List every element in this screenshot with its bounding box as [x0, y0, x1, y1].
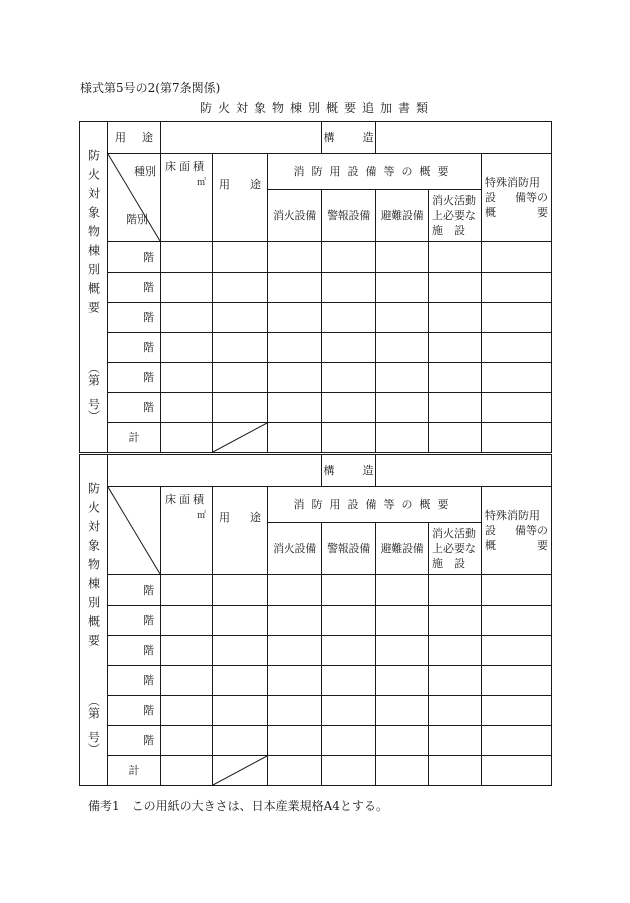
table-row	[80, 606, 552, 636]
table-row	[80, 696, 552, 726]
special-equipment-field[interactable]	[482, 756, 552, 786]
diagonal-line	[213, 423, 267, 452]
floor-area-field[interactable]	[161, 363, 213, 393]
firefighting-facilities-field[interactable]	[429, 242, 482, 273]
special-equipment-header: 特殊消防用 設 備等の 概 要	[482, 154, 552, 242]
fire-extinguishing-field[interactable]	[268, 726, 322, 756]
floor-cell[interactable]: 階	[108, 242, 161, 273]
fire-extinguishing-field[interactable]	[268, 575, 322, 606]
evacuation-field[interactable]	[376, 393, 429, 423]
area-unit: ㎡	[197, 511, 207, 521]
floor-cell[interactable]: 階	[108, 393, 161, 423]
special-equipment-field[interactable]	[482, 606, 552, 636]
special-equipment-field[interactable]	[482, 333, 552, 363]
structure-label: 構 造	[322, 455, 376, 487]
floor-cell[interactable]: 階	[108, 363, 161, 393]
alarm-field[interactable]	[322, 696, 376, 726]
usage-field[interactable]	[213, 303, 268, 333]
evacuation-header: 避難設備	[376, 190, 429, 242]
floor-cell[interactable]: 階	[108, 696, 161, 726]
firefighting-facilities-field[interactable]	[429, 606, 482, 636]
total-usage-struck-cell	[213, 423, 268, 453]
floor-area-label: 床面積	[165, 160, 207, 173]
usage-field[interactable]	[213, 726, 268, 756]
firefighting-facilities-field[interactable]	[429, 333, 482, 363]
floor-area-field[interactable]	[161, 726, 213, 756]
table-row	[80, 242, 552, 273]
fire-extinguishing-field[interactable]	[268, 242, 322, 273]
floor-cell[interactable]: 階	[108, 666, 161, 696]
firefighting-facilities-field[interactable]	[429, 423, 482, 453]
equipment-overview-header: 消防用設備等の概要	[268, 487, 482, 523]
floor-area-field[interactable]	[161, 333, 213, 363]
alarm-field[interactable]	[322, 333, 376, 363]
floor-cell[interactable]: 階	[108, 273, 161, 303]
usage-column-header: 用 途	[213, 487, 268, 575]
fire-extinguishing-header: 消火設備	[268, 190, 322, 242]
firefighting-facilities-field[interactable]	[429, 393, 482, 423]
building-overview-table-1	[79, 121, 552, 453]
table-row	[80, 303, 552, 333]
fire-extinguishing-field[interactable]	[268, 636, 322, 666]
usage-column-header: 用 途	[213, 154, 268, 242]
fire-extinguishing-field[interactable]	[268, 606, 322, 636]
fire-extinguishing-field[interactable]	[268, 363, 322, 393]
evacuation-field[interactable]	[376, 363, 429, 393]
firefighting-facilities-field[interactable]	[429, 273, 482, 303]
usage-value-field[interactable]	[108, 455, 322, 487]
special-equipment-field[interactable]	[482, 636, 552, 666]
structure-label: 構 造	[322, 122, 376, 154]
kind-floor-header	[108, 487, 161, 575]
special-equipment-header: 特殊消防用 設 備等の 概 要	[482, 487, 552, 575]
table-row	[80, 273, 552, 303]
floor-cell[interactable]: 階	[108, 636, 161, 666]
side-label: 防火対象物棟別概要	[86, 481, 101, 653]
evacuation-field[interactable]	[376, 575, 429, 606]
table-row	[80, 636, 552, 666]
diagonal-line	[108, 487, 160, 574]
firefighting-facilities-field[interactable]	[429, 363, 482, 393]
table-row	[80, 575, 552, 606]
fire-extinguishing-field[interactable]	[268, 273, 322, 303]
firefighting-facilities-field[interactable]	[429, 696, 482, 726]
total-label: 計	[108, 423, 161, 453]
total-floor-area-field[interactable]	[161, 423, 213, 453]
special-equipment-field[interactable]	[482, 273, 552, 303]
floor-cell[interactable]: 階	[108, 333, 161, 363]
floor-area-label: 床面積	[165, 493, 207, 506]
alarm-field[interactable]	[322, 303, 376, 333]
firefighting-facilities-field[interactable]	[429, 666, 482, 696]
floor-cell[interactable]: 階	[108, 303, 161, 333]
table-row	[80, 393, 552, 423]
fire-extinguishing-field[interactable]	[268, 333, 322, 363]
evacuation-field[interactable]	[376, 606, 429, 636]
alarm-field[interactable]	[322, 666, 376, 696]
usage-field[interactable]	[213, 606, 268, 636]
alarm-header: 警報設備	[322, 523, 376, 575]
firefighting-facilities-header: 消火活動 上必要な 施 設	[429, 523, 482, 575]
table-row	[80, 333, 552, 363]
kind-label: 種別	[134, 165, 156, 178]
special-equipment-field[interactable]	[482, 726, 552, 756]
floor-cell[interactable]: 階	[108, 575, 161, 606]
alarm-field[interactable]	[322, 756, 376, 786]
evacuation-field[interactable]	[376, 423, 429, 453]
fire-extinguishing-field[interactable]	[268, 666, 322, 696]
usage-label: 用 途	[108, 122, 161, 154]
firefighting-facilities-field[interactable]	[429, 575, 482, 606]
fire-extinguishing-header: 消火設備	[268, 523, 322, 575]
usage-field[interactable]	[213, 575, 268, 606]
special-equipment-field[interactable]	[482, 363, 552, 393]
alarm-field[interactable]	[322, 423, 376, 453]
fire-extinguishing-field[interactable]	[268, 696, 322, 726]
special-equipment-field[interactable]	[482, 393, 552, 423]
total-label: 計	[108, 756, 161, 786]
usage-field[interactable]	[213, 363, 268, 393]
usage-field[interactable]	[213, 696, 268, 726]
table-row	[80, 363, 552, 393]
usage-field[interactable]	[213, 393, 268, 423]
side-number: （第 号）	[86, 694, 101, 755]
fire-extinguishing-field[interactable]	[268, 393, 322, 423]
floor-area-field[interactable]	[161, 575, 213, 606]
side-label-cell	[80, 122, 108, 453]
evacuation-field[interactable]	[376, 666, 429, 696]
document-title: 防火対象物棟別概要追加書類	[200, 101, 435, 115]
table-row	[80, 726, 552, 756]
floor-area-field[interactable]	[161, 666, 213, 696]
total-row	[80, 756, 552, 786]
floor-area-field[interactable]	[161, 636, 213, 666]
firefighting-facilities-field[interactable]	[429, 726, 482, 756]
alarm-field[interactable]	[322, 273, 376, 303]
equipment-overview-header: 消防用設備等の概要	[268, 154, 482, 190]
firefighting-facilities-header: 消火活動 上必要な 施 設	[429, 190, 482, 242]
special-equipment-field[interactable]	[482, 575, 552, 606]
floor-division-label: 階別	[126, 213, 148, 226]
floor-area-field[interactable]	[161, 393, 213, 423]
total-usage-struck-cell	[213, 756, 268, 786]
structure-value-field[interactable]	[376, 122, 552, 154]
diagonal-line	[213, 756, 267, 785]
special-equipment-field[interactable]	[482, 696, 552, 726]
fire-extinguishing-field[interactable]	[268, 423, 322, 453]
usage-field[interactable]	[213, 242, 268, 273]
usage-field[interactable]	[213, 666, 268, 696]
usage-field[interactable]	[213, 273, 268, 303]
alarm-field[interactable]	[322, 636, 376, 666]
remarks-note: 備考1 この用紙の大きさは、日本産業規格A4とする。	[88, 799, 388, 813]
evacuation-field[interactable]	[376, 726, 429, 756]
floor-area-header	[161, 487, 213, 575]
firefighting-facilities-field[interactable]	[429, 756, 482, 786]
special-equipment-field[interactable]	[482, 242, 552, 273]
side-label-cell	[80, 455, 108, 786]
alarm-field[interactable]	[322, 242, 376, 273]
firefighting-facilities-field[interactable]	[429, 636, 482, 666]
side-label: 防火対象物棟別概要	[86, 148, 101, 320]
floor-area-field[interactable]	[161, 606, 213, 636]
floor-area-field[interactable]	[161, 242, 213, 273]
evacuation-field[interactable]	[376, 273, 429, 303]
evacuation-field[interactable]	[376, 756, 429, 786]
special-equipment-field[interactable]	[482, 666, 552, 696]
alarm-field[interactable]	[322, 393, 376, 423]
alarm-field[interactable]	[322, 363, 376, 393]
floor-cell[interactable]: 階	[108, 606, 161, 636]
alarm-field[interactable]	[322, 606, 376, 636]
evacuation-field[interactable]	[376, 333, 429, 363]
usage-value-field[interactable]	[161, 122, 322, 154]
kind-floor-header	[108, 154, 161, 242]
usage-field[interactable]	[213, 333, 268, 363]
evacuation-field[interactable]	[376, 303, 429, 333]
evacuation-field[interactable]	[376, 696, 429, 726]
structure-value-field[interactable]	[376, 455, 552, 487]
evacuation-field[interactable]	[376, 242, 429, 273]
building-overview-table-2	[79, 454, 552, 786]
usage-field[interactable]	[213, 636, 268, 666]
evacuation-header: 避難設備	[376, 523, 429, 575]
fire-extinguishing-field[interactable]	[268, 756, 322, 786]
alarm-header: 警報設備	[322, 190, 376, 242]
total-floor-area-field[interactable]	[161, 756, 213, 786]
alarm-field[interactable]	[322, 575, 376, 606]
total-row	[80, 423, 552, 453]
special-equipment-field[interactable]	[482, 303, 552, 333]
area-unit: ㎡	[197, 178, 207, 188]
floor-area-field[interactable]	[161, 273, 213, 303]
evacuation-field[interactable]	[376, 636, 429, 666]
alarm-field[interactable]	[322, 726, 376, 756]
firefighting-facilities-field[interactable]	[429, 303, 482, 333]
table-row	[80, 666, 552, 696]
floor-cell[interactable]: 階	[108, 726, 161, 756]
floor-area-field[interactable]	[161, 303, 213, 333]
floor-area-header	[161, 154, 213, 242]
side-number: （第 号）	[86, 361, 101, 422]
fire-extinguishing-field[interactable]	[268, 303, 322, 333]
special-equipment-field[interactable]	[482, 423, 552, 453]
floor-area-field[interactable]	[161, 696, 213, 726]
form-number: 様式第5号の2(第7条関係)	[80, 81, 221, 95]
